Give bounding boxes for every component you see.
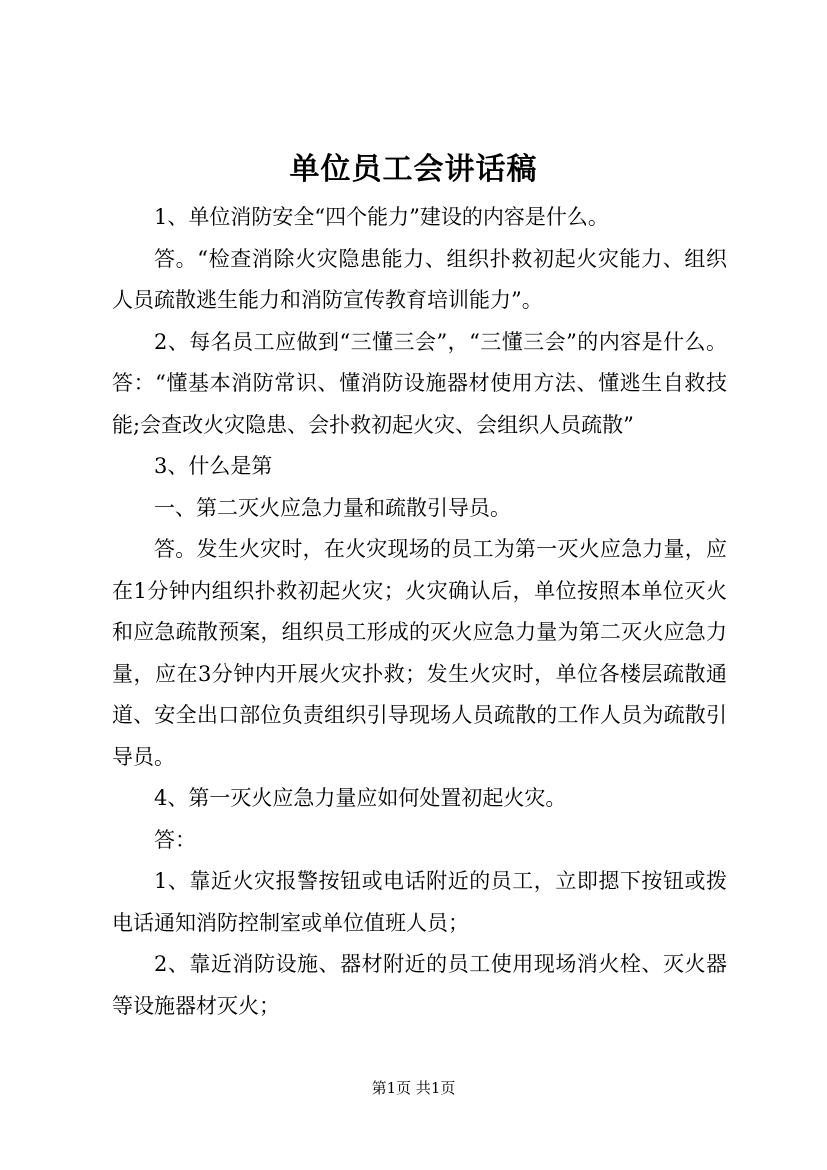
- paragraph: 2、每名员工应做到“三懂三会”，“三懂三会”的内容是什么。答：“懂基本消防常识、懂消防设施器材使用方法、懂逃生自救技能;会查改火灾隐患、会扑救初起火灾、会组织人员疏散”: [112, 329, 727, 437]
- paragraph: 1、靠近火灾报警按钮或电话附近的员工，立即摁下按钮或拨电话通知消防控制室或单位值班人员；: [112, 869, 727, 935]
- paragraph: 答：: [154, 827, 196, 852]
- paragraph: 答。“检查消除火灾隐患能力、组织扑救初起火灾能力、组织人员疏散逃生能力和消防宣传教育培训能力”。: [112, 246, 727, 312]
- page-title: 单位员工会讲话稿: [289, 152, 538, 187]
- paragraph: 4、第一灭火应急力量应如何处置初起火灾。: [154, 786, 567, 810]
- document-body: [112, 197, 727, 1027]
- paragraph: 3、什么是第: [154, 454, 273, 478]
- paragraph: 1、单位消防安全“四个能力”建设的内容是什么。: [154, 205, 609, 229]
- page-footer: 第1页 共1页: [371, 1079, 456, 1097]
- paragraph: 答。发生火灾时，在火灾现场的员工为第一灭火应急力量，应在1分钟内组织扑救初起火灾；火灾确认后，单位按照本单位灭火和应急疏散预案，组织员工形成的灭火应急力量为第二灭火应急力量，应在3分钟内开展火灾扑救；发生火灾时，单位各楼层疏散通道、安全出口部位负责组织引导现场人员疏散的工作人员为疏散引导员。: [112, 537, 727, 769]
- paragraph: 一、第二灭火应急力量和疏散引导员。: [154, 495, 511, 520]
- paragraph: 2、靠近消防设施、器材附近的员工使用现场消火栓、灭火器等设施器材灭火；: [112, 952, 727, 1018]
